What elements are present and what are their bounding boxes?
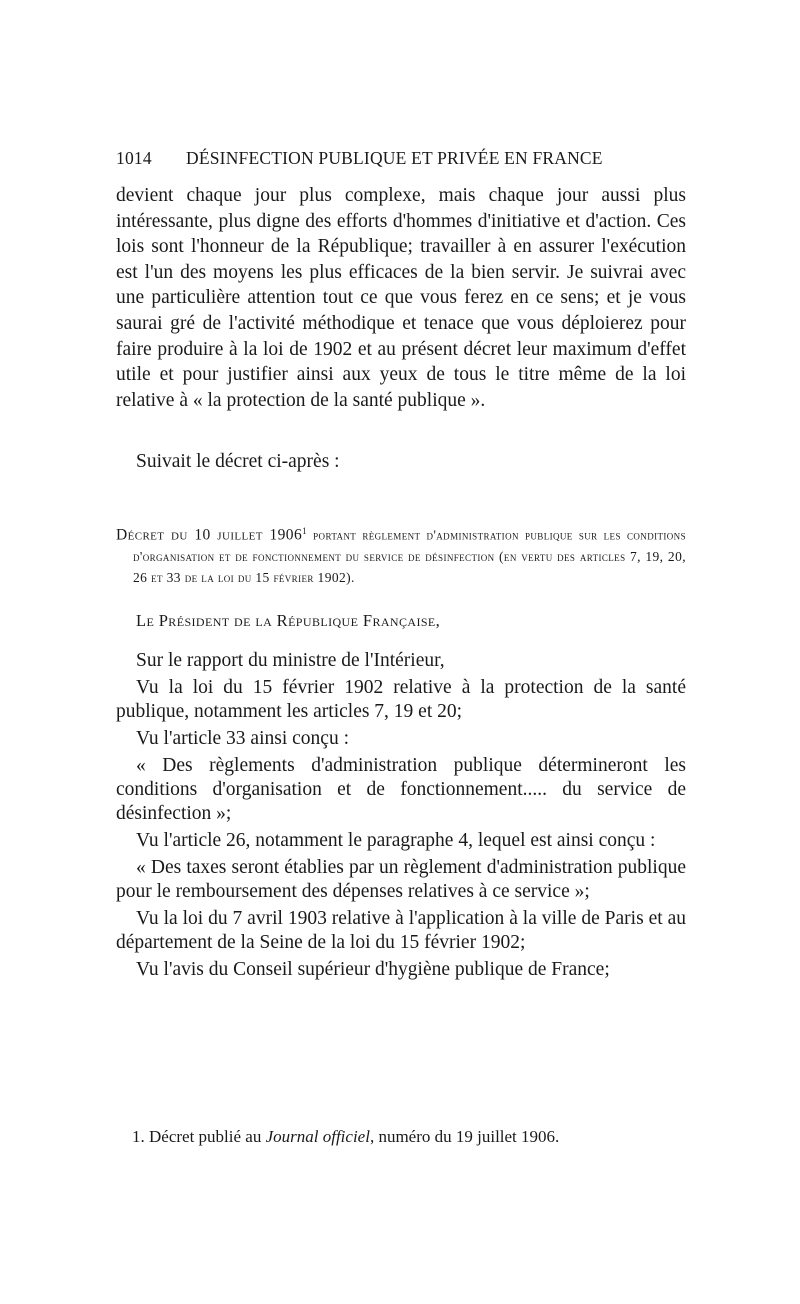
- footnote-mark: 1: [302, 525, 308, 536]
- clause-article-26-quote: « Des taxes seront établies par un règlement d'administration publique pour le remboursement des dépenses relatives à ce service »;: [116, 856, 686, 902]
- clause-loi-1902: Vu la loi du 15 février 1902 relative à la protection de la santé publique, notamment les articles 7, 19 et 20;: [116, 676, 686, 722]
- footnote-number: 1.: [132, 1127, 145, 1146]
- decree-title-lead: Décret du 10 juillet 1906: [116, 526, 303, 544]
- clause-article-26: Vu l'article 26, notamment le paragraphe 4, lequel est ainsi conçu :: [136, 829, 656, 851]
- clause-rapport: Sur le rapport du ministre de l'Intérieur,: [136, 649, 445, 671]
- clause-loi-1903: Vu la loi du 7 avril 1903 relative à l'application à la ville de Paris et au département de la Seine de la loi du 15 février 1902;: [116, 907, 686, 953]
- running-title: DÉSINFECTION PUBLIQUE ET PRIVÉE EN FRANCE: [186, 148, 603, 168]
- clause-conseil: Vu l'avis du Conseil supérieur d'hygiène publique de France;: [136, 958, 610, 980]
- decree-title-rest: portant règlement d'administration publique sur les conditions d'organisation et de fonctionnement du service de désinfection (en vertu des articles 7, 19, 20, 26 et 33 de la loi du 15 février 1902).: [133, 527, 686, 586]
- footnote: [132, 1127, 559, 1147]
- footnote-journal: Journal officiel: [265, 1127, 370, 1146]
- intro-paragraph: devient chaque jour plus complexe, mais chaque jour aussi plus intéressante, plus digne des efforts d'hommes d'initiative et d'action. Ces lois sont l'honneur de la République; travailler à en assurer l'exécution est l'un des moyens les plus efficaces de la bien servir. Je suivrai avec une particulière attention tout ce que vous ferez en ce sens; et je vous saurai gré de l'activité méthodique et tenace que vous déploierez pour faire produire à la loi de 1902 et au présent décret leur maximum d'effet utile et pour justifier ainsi aux yeux de tous le titre même de la loi relative à « la protection de la santé publique ».: [116, 185, 686, 411]
- page-body: [116, 148, 686, 985]
- clause-article-33-quote: « Des règlements d'administration publique détermineront les conditions d'organisation et de fonctionnement..... du service de désinfection »;: [116, 754, 686, 824]
- president-heading: Le Président de la République Française,: [136, 610, 441, 630]
- clause-article-33: Vu l'article 33 ainsi conçu :: [136, 727, 349, 749]
- footnote-text-before: Décret publié au: [149, 1127, 262, 1146]
- decree-title: [116, 521, 686, 589]
- footnote-text-after: , numéro du 19 juillet 1906.: [369, 1127, 560, 1146]
- running-head: [116, 148, 686, 169]
- page-number: 1014: [116, 148, 152, 168]
- decree-intro-line: Suivait le décret ci-après :: [136, 451, 340, 473]
